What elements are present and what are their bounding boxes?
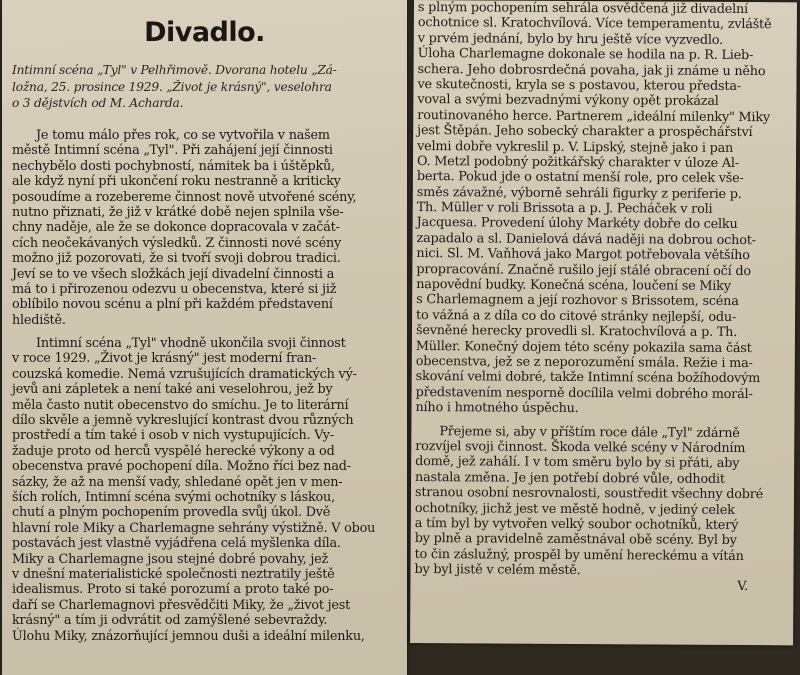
text-line: v roce 1929. „Život je krásný" jest moderní fran- (12, 351, 317, 367)
text-line: v prvém jednání, bylo by hru ještě více vyzvedlo. (417, 30, 723, 48)
text-line: couzská komedie. Nemá vzrušujících dramatických vý- (12, 366, 357, 382)
text-line: ochotníky, jichž jest ve městě hodně, v jediný celek (414, 500, 735, 518)
text-line: voval a svými bezvadnými výkony opět prokázal (417, 92, 719, 110)
text-line: daří se Charlemagnovi přesvědčiti Miky, že „život jest (12, 597, 351, 613)
text-line: jest Štěpán. Jeho sobecký charakter a prospěchářství (417, 123, 753, 141)
text-line: oblíbilo novou scénu a plní při každém představení (12, 297, 333, 313)
text-line: s Charlemagnem a její rozhovor s Brissotem, scéna (416, 292, 739, 310)
text-line: nutno přiznati, že již v krátké době nejen splnila vše- (12, 204, 344, 220)
text-line: by plně a pravidelně zaměstnával obě scény. Byl by (414, 531, 737, 549)
text-line: Jeví se to ve všech složkách její divadelní činnosti a (12, 266, 335, 282)
text-line: schera. Jeho dobrosrdečná povaha, jak ji známe u něho (417, 61, 766, 79)
article-title: Divadlo. (144, 17, 265, 48)
text-line: Th. Müller v roli Brissota a p. J. Pecháček v roli (416, 200, 713, 217)
text-line: domě, jež zahálí. I v tom směru bylo by si přáti, aby (415, 454, 740, 472)
text-line: krásný" a tím ji odvrátit od zamýšlené sebevraždy. (12, 613, 328, 629)
text-line: Intimní scéna „Tyl" vhodně ukončila svoji činnost (36, 336, 346, 352)
left-column-body (12, 128, 375, 644)
text-line: hlediště. (12, 312, 66, 328)
text-line: to vážná a z díla co do citové stránky nejlepší, odu- (416, 307, 737, 325)
text-line: chutí a plným pochopením provedla svůj úkol. Dvě (12, 505, 331, 521)
text-line: to čin záslužný, prospěl by umění hereckému a vítán (414, 546, 744, 564)
text-line: Müller. Konečný dojem této scény pokazila sama část (415, 338, 752, 356)
text-line: chny naděje, ale že se dokonce dopracovala v začát- (12, 220, 340, 236)
text-line: nastala změna. Je jen potřebí dobré vůle, odhodit (415, 469, 725, 487)
text-line: ale když nyní při ukončení roku nestranně a kriticky (12, 174, 341, 190)
text-line: ších rolích, Intimní scéna svými ochotníky s láskou, (12, 489, 335, 505)
text-line: ložna, 25. prosince 1929. „Život je krásný", veselohra (12, 79, 332, 94)
text-line: berta. Pokud jde o ostatní menší role, pro celek vše- (416, 169, 744, 187)
text-line: posoudíme a rozebereme činnost nově utvořené scény, (12, 189, 357, 205)
text-line: Přejeme si, aby v příštím roce dále „Tyl" zdárně (439, 423, 740, 441)
text-line: by byl jistě v celém městě. (414, 562, 581, 579)
left-clipping (2, 0, 407, 675)
text-line: postavách jest vlastně vyjádřena celá myšlenka díla. (12, 536, 341, 552)
text-line: obecenstva pravé pochopení díla. Možno říci bez nad- (12, 459, 351, 475)
text-line: nici. Sl. M. Vaňhová jako Margot potřebovala většího (416, 246, 750, 264)
text-line: nechybělo dosti pochybností, námitek ba i úštěpků, (12, 158, 335, 174)
text-line: ve skutečnosti, kryla se s postavou, kterou předsta- (417, 76, 741, 94)
text-line: městě Intimní scéna „Tyl". Při zahájení její činnosti (12, 143, 333, 159)
text-line: představením nesporně docílila velmi dobrého morál- (415, 384, 753, 402)
text-line: rozvíjel svoji činnost. Škoda velké scény v Národním (415, 438, 746, 456)
text-line: dílo skvěle a jemně vykreslující kontrast dvou různých (12, 413, 354, 429)
text-line: prostředí a tím také i osob v nich vystupujících. Vy- (12, 428, 334, 444)
text-line: hlavní role Miky a Charlemagne sehrány výstižně. V obou (12, 520, 376, 536)
text-line: a tím byl by vytvořen velký soubor ochotníků, který (414, 515, 739, 533)
paragraph-gap (12, 328, 375, 336)
right-clipping (410, 0, 797, 645)
author-signature: V. (737, 579, 748, 595)
text-line: měla často nutit obecenstvo do smíchu. Je to literární (12, 397, 349, 413)
text-line: Je tomu málo přes rok, co se vytvořila v našem (36, 128, 330, 143)
text-line: stranou osobní nesrovnalosti, soustředit všechny dobré (414, 485, 764, 503)
text-line: Úlohu Miky, znázorňující jemnou duši a ideální milenku, (12, 628, 365, 644)
text-line: velmi dobře vykreslil p. V. Lipský, stejně jako i pan (417, 138, 734, 156)
text-line: ševněné herecky provedli sl. Kratochvílová a p. Th. (415, 323, 738, 341)
right-column-body (414, 0, 771, 595)
text-line: propracování. Značně rušilo její stálé obracení očí do (416, 261, 751, 279)
text-line: ochotnice sl. Kratochvílová. Více temperamentu, zvláště (417, 15, 772, 33)
text-line: žaduje proto od herců vyspělé herecké výkony a od (12, 443, 335, 459)
text-line: napovědní budky. Konečná scéna, loučení se Miky (416, 277, 731, 294)
text-line: o 3 dějstvích od M. Acharda. (12, 96, 184, 110)
text-line: s plným pochopením sehrála osvědčená již divadelní (417, 0, 748, 18)
article-intro (12, 62, 337, 112)
text-line: obecenstva, jež se z neporozumění smála. Režie i ma- (415, 354, 753, 372)
text-line: idealismus. Proto si také porozumí a proto také po- (12, 582, 334, 598)
text-line: má to i přirozenou odezvu u obecenstva, které si již (12, 281, 337, 297)
text-line: ního i hmotného úspěchu. (415, 400, 579, 417)
text-line: směs závažné, výborně sehráli figurky z periferie p. (416, 184, 742, 202)
text-line: routinovaného herce. Partnerem „ideální milenky" Miky (417, 107, 770, 125)
text-line: skování velmi dobré, takže Intimní scéna božíhodovým (415, 369, 761, 387)
text-line: sázky, že až na menší vady, shledané opět jen v men- (12, 474, 343, 490)
text-line: Jacquesa. Provedení úlohy Markéty dobře do celku (416, 215, 738, 233)
text-line: Úloha Charlemagne dokonale se hodila na p. R. Lieb- (417, 46, 754, 64)
text-line: v dnešní materialistické společnosti neztratily ještě (12, 566, 335, 582)
text-line: Intimní scéna „Tyl" v Pelhřimově. Dvorana hotelu „Zá- (12, 63, 337, 77)
text-line: cích neočekávaných výsledků. Z činnosti nové scény (12, 235, 342, 251)
text-line: zapadalo a sl. Danielová dává naději na dobrou ochot- (416, 230, 756, 248)
text-line: O. Metzl podobný požitkářský charakter v úloze Al- (416, 153, 739, 171)
text-line: jevů ani zápletek a není také ani veselohrou, jež by (12, 382, 333, 398)
text-line: Miky a Charlemagne jsou stejné dobré povahy, jež (12, 551, 329, 567)
text-line: možno již pozorovati, že si tvoří svoji dobrou tradici. (12, 251, 341, 267)
